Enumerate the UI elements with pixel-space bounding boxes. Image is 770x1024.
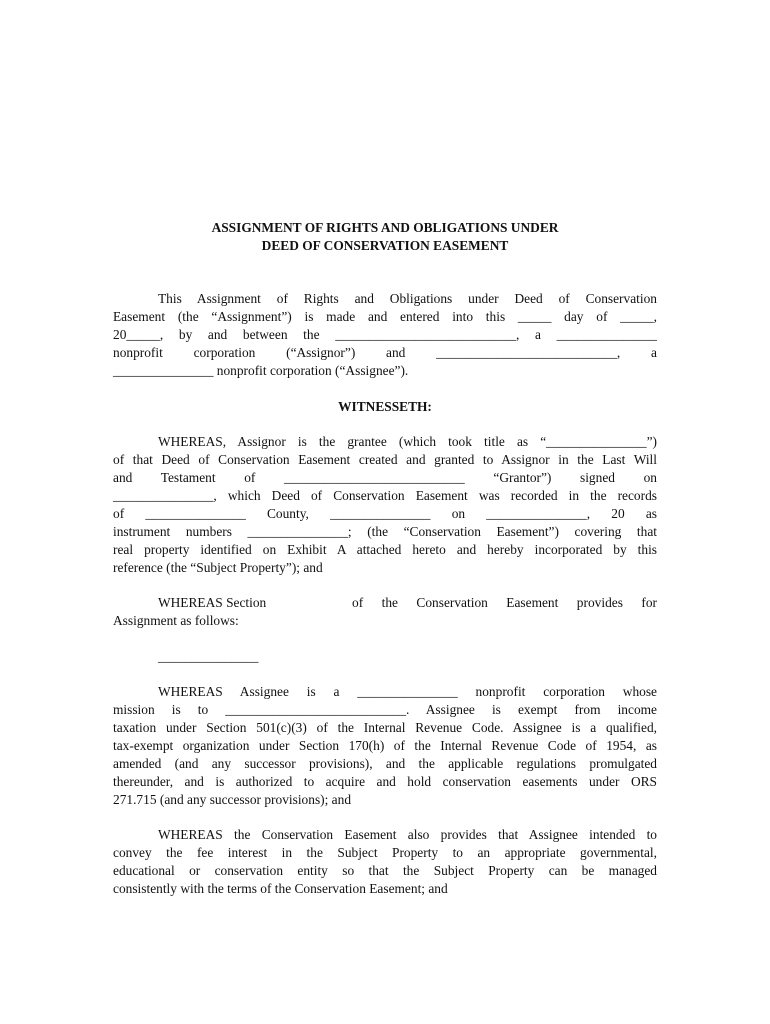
whereas1-line-2: of that Deed of Conservation Easement created and granted to Assignor in the Last Will	[113, 452, 657, 467]
intro-line-2: Easement (the “Assignment”) is made and entered into this _____ day of _____,	[113, 309, 657, 324]
whereas4-line-4: consistently with the terms of the Conservation Easement; and	[113, 881, 448, 896]
whereas3-line-1: WHEREAS Assignee is a _______________ nonprofit corporation whose	[158, 684, 657, 699]
whereas3-line-6: thereunder, and is authorized to acquire and hold conservation easements under ORS	[113, 774, 657, 789]
whereas4-line-2: convey the fee interest in the Subject Property to an appropriate governmental,	[113, 845, 657, 860]
intro-line-5: _______________ nonprofit corporation (“Assignee”).	[113, 363, 409, 378]
document-title-line-2: DEED OF CONSERVATION EASEMENT	[261, 238, 509, 253]
intro-line-4: nonprofit corporation (“Assignor”) and ___________________________, a	[113, 345, 657, 360]
whereas4-line-1: WHEREAS the Conservation Easement also provides that Assignee intended to	[158, 827, 657, 842]
whereas3-line-3: taxation under Section 501(c)(3) of the Internal Revenue Code. Assignee is a qualified,	[113, 720, 657, 735]
whereas2-section-label: WHEREAS Section	[158, 595, 267, 610]
whereas3-line-2: mission is to ___________________________. Assignee is exempt from income	[113, 702, 657, 717]
whereas3-line-4: tax-exempt organization under Section 170(h) of the Internal Revenue Code of 1954, as	[113, 738, 657, 753]
witnesseth-heading: WITNESSETH:	[338, 399, 432, 414]
blank-line: _______________	[158, 649, 259, 664]
intro-line-1: This Assignment of Rights and Obligations under Deed of Conservation	[158, 291, 657, 306]
document-title-line-1: ASSIGNMENT OF RIGHTS AND OBLIGATIONS UNDER	[211, 220, 559, 235]
whereas4-line-3: educational or conservation entity so that the Subject Property can be managed	[113, 863, 657, 878]
intro-line-3: 20_____, by and between the ___________________________, a _______________	[113, 327, 657, 342]
whereas3-line-7: 271.715 (and any successor provisions); and	[113, 792, 352, 807]
whereas1-line-1: WHEREAS, Assignor is the grantee (which took title as “_______________”)	[158, 434, 657, 449]
whereas1-line-7: real property identified on Exhibit A attached hereto and hereby incorporated by this	[113, 542, 657, 557]
whereas1-line-6: instrument numbers _______________; (the “Conservation Easement”) covering that	[113, 524, 657, 539]
whereas1-line-5: of _______________ County, _______________ on _______________, 20 as	[113, 506, 657, 521]
whereas2-line-2: Assignment as follows:	[113, 613, 239, 628]
whereas3-line-5: amended (and any successor provisions), and the applicable regulations promulgated	[113, 756, 657, 771]
whereas1-line-3: and Testament of ___________________________ “Grantor”) signed on	[113, 470, 657, 485]
whereas2-line-1-rest: of the Conservation Easement provides for	[352, 595, 657, 610]
whereas1-line-8: reference (the “Subject Property”); and	[113, 560, 323, 575]
whereas1-line-4: _______________, which Deed of Conservation Easement was recorded in the records	[113, 488, 657, 503]
